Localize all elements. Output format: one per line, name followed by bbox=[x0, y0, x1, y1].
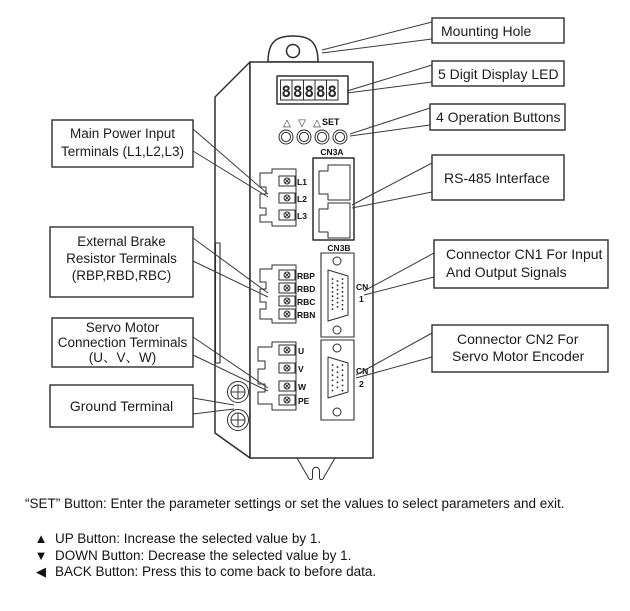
callout-rs485 bbox=[432, 155, 564, 200]
terminal-label: RBD bbox=[297, 284, 316, 294]
callout-text: RS-485 Interface bbox=[444, 170, 550, 186]
terminal-label: U bbox=[298, 346, 305, 356]
terminal-label: W bbox=[298, 382, 307, 392]
callout-text: Ground Terminal bbox=[69, 398, 174, 414]
callout-text: Servo Motor bbox=[85, 320, 160, 335]
callout-text: Connection Terminals bbox=[57, 335, 188, 350]
callout-text: Terminals (L1,L2,L3) bbox=[60, 144, 185, 159]
up-triangle-icon: △ bbox=[283, 118, 291, 129]
down-bullet-icon: ▼ bbox=[34, 548, 48, 563]
callout-text: Connector CN2 For bbox=[457, 331, 579, 347]
cn1-label: CN bbox=[356, 282, 369, 292]
callout-ground-terminal bbox=[50, 385, 193, 427]
callout-text: 5 Digit Display LED bbox=[438, 66, 559, 82]
terminal-label: L2 bbox=[297, 194, 307, 204]
set-label: SET bbox=[322, 117, 340, 127]
up-bullet-icon: ▲ bbox=[34, 531, 48, 546]
callout-text: 4 Operation Buttons bbox=[436, 109, 561, 125]
callout-text: Mounting Hole bbox=[441, 23, 532, 39]
up-button-note: UP Button: Increase the selected value by 1. bbox=[55, 531, 322, 546]
terminal-label: RBN bbox=[297, 310, 316, 320]
terminal-label: RBP bbox=[297, 271, 315, 281]
callout-main-power bbox=[52, 120, 193, 167]
cn2-number: 2 bbox=[359, 379, 364, 389]
led-digit: 8 bbox=[292, 82, 303, 101]
cn3a-label: CN3A bbox=[320, 147, 344, 157]
down-triangle-icon: ▽ bbox=[298, 118, 306, 129]
callout-external-brake bbox=[50, 227, 193, 297]
back-button-note: BACK Button: Press this to come back to before data. bbox=[55, 564, 377, 579]
callout-text: And Output Signals bbox=[446, 264, 567, 280]
callout-text: Main Power Input bbox=[69, 126, 176, 141]
rail-strip bbox=[216, 243, 221, 363]
callout-servo-motor bbox=[52, 318, 193, 367]
set-button-note: “SET” Button: Enter the parameter settings or set the values to select parameters and exit. bbox=[25, 496, 565, 511]
terminal-label: L3 bbox=[297, 211, 307, 221]
cn3b-label: CN3B bbox=[327, 243, 351, 253]
callout-text: External Brake bbox=[77, 234, 166, 249]
callout-text: (U、V、W) bbox=[88, 350, 157, 365]
servo-drive-device bbox=[215, 36, 373, 480]
callout-display-led bbox=[432, 61, 564, 86]
callout-cn1 bbox=[434, 240, 608, 288]
terminal-label: L1 bbox=[297, 177, 307, 187]
callout-text: Resistor Terminals bbox=[66, 251, 177, 266]
callout-text: Servo Motor Encoder bbox=[452, 348, 585, 364]
back-bullet-icon: ◀ bbox=[36, 564, 46, 579]
led-digit: 8 bbox=[281, 82, 292, 101]
callout-mounting-hole bbox=[432, 18, 564, 43]
callout-text: (RBP,RBD,RBC) bbox=[71, 268, 172, 283]
led-digit: 8 bbox=[304, 82, 315, 101]
cn1-number: 1 bbox=[359, 294, 364, 304]
led-digit: 8 bbox=[327, 82, 338, 101]
terminal-label: V bbox=[298, 364, 304, 374]
bottom-foot bbox=[297, 458, 335, 480]
callout-cn2 bbox=[432, 325, 608, 372]
led-digit: 8 bbox=[315, 82, 326, 101]
callout-operation-buttons bbox=[430, 104, 565, 130]
notes bbox=[25, 496, 565, 579]
callout-text: Connector CN1 For Input bbox=[446, 246, 603, 262]
down-button-note: DOWN Button: Decrease the selected value by 1. bbox=[55, 548, 352, 563]
back-triangle-icon: △ bbox=[313, 118, 321, 129]
terminal-label: PE bbox=[298, 396, 310, 406]
cn2-label: CN bbox=[356, 366, 369, 376]
terminal-label: RBC bbox=[297, 297, 316, 307]
